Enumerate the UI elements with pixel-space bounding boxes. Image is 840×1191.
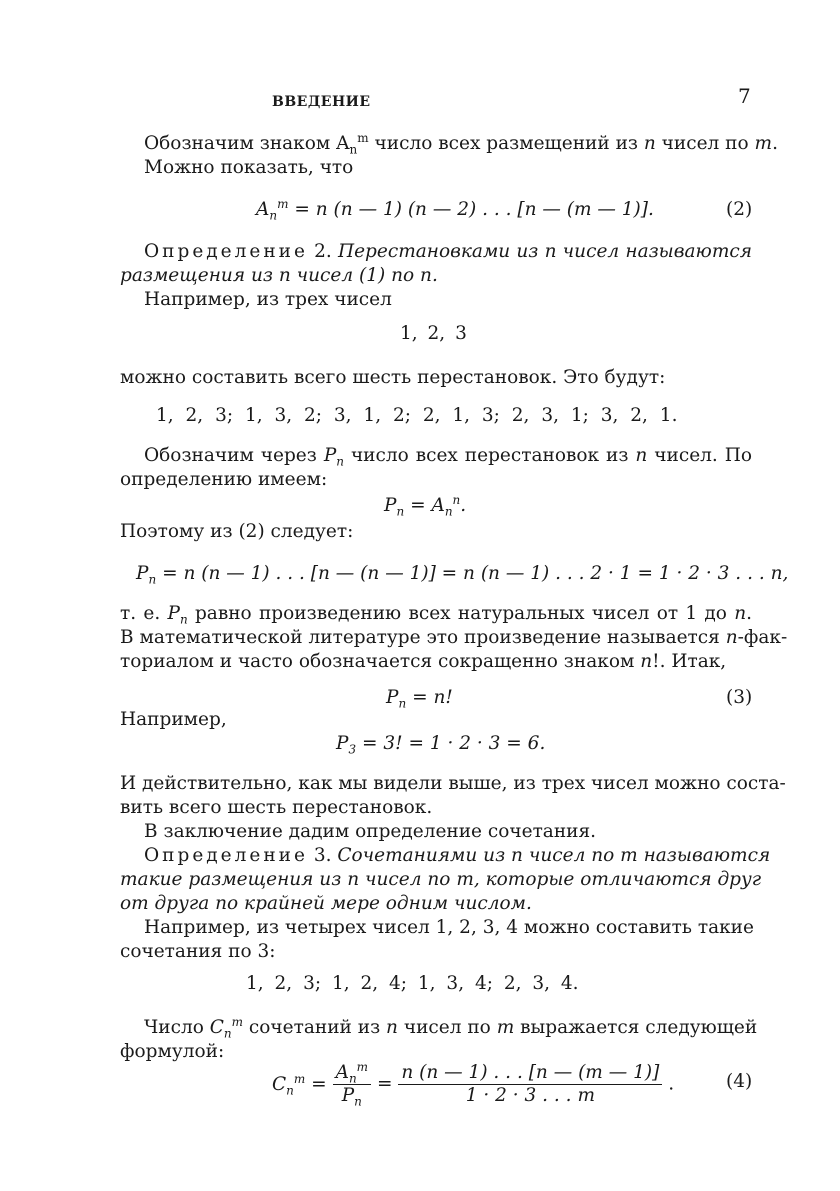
formula-number: (4) bbox=[726, 1071, 753, 1092]
permutations-list: 1, 2, 3; 1, 3, 2; 3, 1, 2; 2, 1, 3; 2, 3, 1; 3, 2, 1. bbox=[156, 405, 678, 426]
equals-sign: = bbox=[376, 1073, 393, 1095]
formula-factorial: $P_n = n$! bbox=[386, 687, 453, 711]
paragraph-line: сочетания по 3: bbox=[120, 941, 276, 962]
paragraph-line: Число $C_n^m$ сочетаний из n чисел по m выражается следующей bbox=[144, 1014, 758, 1041]
formula-number: (3) bbox=[726, 687, 753, 708]
fraction-a-over-p bbox=[333, 1059, 372, 1109]
fraction-numerator: $A_n^m$ bbox=[333, 1062, 372, 1085]
paragraph-line: В заключение дадим определение сочетания. bbox=[144, 821, 597, 842]
page-number: 7 bbox=[738, 84, 751, 108]
paragraph-line: Например, из четырех чисел 1, 2, 3, 4 можно составить такие bbox=[144, 917, 754, 938]
paragraph-line: И действительно, как мы видели выше, из трех чисел можно соста- bbox=[120, 773, 786, 794]
formula-combinations bbox=[272, 1059, 675, 1109]
paragraph-line: Например, bbox=[120, 709, 227, 730]
fraction-product bbox=[398, 1062, 662, 1107]
paragraph-line: формулой: bbox=[120, 1041, 225, 1062]
combinations-list: 1, 2, 3; 1, 2, 4; 1, 3, 4; 2, 3, 4. bbox=[246, 973, 579, 994]
definition-3-line: Определение 3. Сочетаниями из n чисел по m называются bbox=[144, 845, 771, 866]
running-header: ВВЕДЕНИЕ bbox=[272, 94, 371, 110]
formula-p3: $P_3 = 3$! = 1 · 2 · 3 = 6. bbox=[336, 733, 546, 757]
period: . bbox=[668, 1073, 675, 1095]
paragraph-line: Можно показать, что bbox=[144, 157, 354, 178]
fraction-denominator: $P_n$ bbox=[341, 1085, 362, 1109]
definition-3-line: такие размещения из n чисел по m, которые отличаются друг bbox=[120, 869, 762, 890]
formula-pn-expansion: $P_n = n$ (n — 1) . . . [n — (n — 1)] = n (n — 1) . . . 2 · 1 = 1 · 2 · 3 . . . n, bbox=[136, 563, 789, 587]
definition-2-line: размещения из n чисел (1) по n. bbox=[120, 265, 438, 286]
paragraph-line: можно составить всего шесть перестановок. Это будут: bbox=[120, 367, 666, 388]
example-triple: 1, 2, 3 bbox=[400, 323, 467, 344]
paragraph-line: Обозначим через $P_n$ число всех перестановок из n чисел. По bbox=[144, 445, 752, 469]
paragraph-line: В математической литературе это произведение называется n-фак- bbox=[120, 627, 788, 648]
paragraph-line: т. е. $P_n$ равно произведению всех натуральных чисел от 1 до n. bbox=[120, 603, 752, 627]
formula-arrangements: $A_n^m = n$ (n — 1) (n — 2) . . . [n — (m — 1)]. bbox=[256, 196, 654, 223]
fraction-denominator: 1 · 2 · 3 . . . m bbox=[465, 1085, 595, 1106]
formula-number: (2) bbox=[726, 199, 753, 220]
paragraph-line: вить всего шесть перестановок. bbox=[120, 797, 433, 818]
formula-lhs: $C_n^m$ = bbox=[272, 1071, 327, 1098]
formula-pn-equals-ann: $P_n = A_n^n$. bbox=[384, 492, 467, 519]
paragraph-line: ториалом и часто обозначается сокращенно знаком n!. Итак, bbox=[120, 651, 727, 672]
paragraph-line: Поэтому из (2) следует: bbox=[120, 521, 354, 542]
fraction-numerator: n (n — 1) . . . [n — (m — 1)] bbox=[398, 1062, 662, 1085]
definition-2-line: Определение 2. Перестановками из n чисел называются bbox=[144, 241, 752, 262]
paragraph-line: определению имеем: bbox=[120, 469, 328, 490]
definition-3-line: от друга по крайней мере одним числом. bbox=[120, 893, 532, 914]
paragraph-line: Обозначим знаком $A_n^m$ число всех размещений из n чисел по m. bbox=[144, 130, 778, 157]
paragraph-line: Например, из трех чисел bbox=[144, 289, 392, 310]
